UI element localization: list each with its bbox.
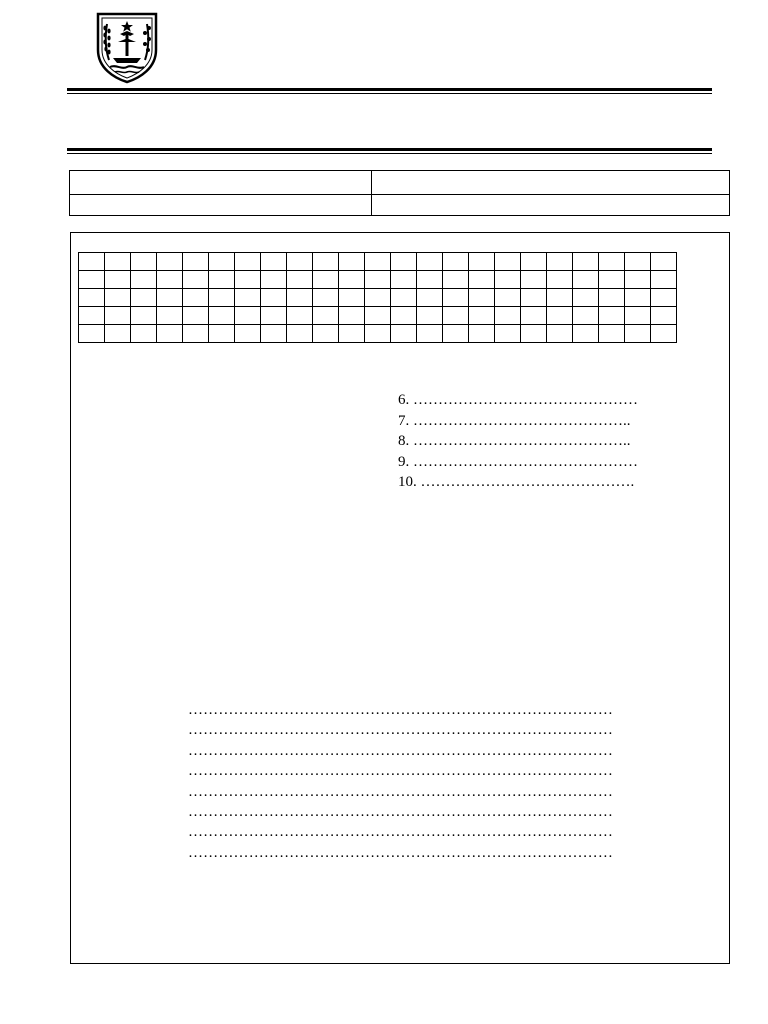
answer-grid-cell[interactable] (469, 253, 495, 271)
answer-grid-cell[interactable] (365, 253, 391, 271)
answer-grid-cell[interactable] (651, 271, 677, 289)
answer-grid-cell[interactable] (599, 307, 625, 325)
answer-grid-cell[interactable] (469, 289, 495, 307)
writing-line[interactable]: ………………………………………………………………………… (188, 722, 614, 739)
answer-grid-cell[interactable] (209, 289, 235, 307)
answer-grid-cell[interactable] (261, 307, 287, 325)
answer-grid-cell[interactable] (391, 253, 417, 271)
answer-grid-row (79, 325, 677, 343)
answer-grid-cell[interactable] (495, 307, 521, 325)
answer-grid-cell[interactable] (105, 325, 131, 343)
answer-grid-cell[interactable] (625, 253, 651, 271)
header-rule-top-thin (67, 93, 712, 94)
answer-grid-cell[interactable] (157, 289, 183, 307)
answer-grid-cell[interactable] (469, 325, 495, 343)
answer-grid-cell[interactable] (105, 307, 131, 325)
answer-grid-cell[interactable] (157, 307, 183, 325)
answer-grid-cell[interactable] (287, 253, 313, 271)
answer-grid-cell[interactable] (131, 307, 157, 325)
answer-grid-cell[interactable] (365, 289, 391, 307)
header-rule-bottom-thin (67, 153, 712, 154)
answer-grid-cell[interactable] (313, 253, 339, 271)
answer-grid-cell[interactable] (651, 289, 677, 307)
answer-grid-cell[interactable] (547, 253, 573, 271)
answer-grid-cell[interactable] (157, 325, 183, 343)
answer-grid-cell[interactable] (79, 289, 105, 307)
answer-grid-row (79, 307, 677, 325)
header-rule-top-thick (67, 88, 712, 91)
answer-grid-cell[interactable] (131, 289, 157, 307)
answer-grid-cell[interactable] (365, 325, 391, 343)
answer-grid-cell[interactable] (313, 325, 339, 343)
answer-grid-cell[interactable] (625, 307, 651, 325)
answer-grid-cell[interactable] (287, 271, 313, 289)
answer-grid-cell[interactable] (391, 325, 417, 343)
answer-grid-cell[interactable] (573, 289, 599, 307)
answer-line-10[interactable]: 10. ……………………………………. (398, 474, 635, 490)
answer-grid-cell[interactable] (391, 271, 417, 289)
answer-grid-cell[interactable] (235, 307, 261, 325)
answer-grid-cell[interactable] (443, 253, 469, 271)
answer-grid-cell[interactable] (521, 271, 547, 289)
answer-grid-cell[interactable] (495, 253, 521, 271)
answer-grid-cell[interactable] (339, 271, 365, 289)
writing-line[interactable]: ………………………………………………………………………… (188, 804, 614, 821)
answer-grid-cell[interactable] (443, 325, 469, 343)
answer-grid-cell[interactable] (183, 307, 209, 325)
answer-grid-cell[interactable] (339, 253, 365, 271)
answer-line-9[interactable]: 9. ……………………………………… (398, 453, 638, 470)
answer-grid (78, 252, 677, 343)
answer-grid-cell[interactable] (261, 325, 287, 343)
answer-grid-cell[interactable] (209, 325, 235, 343)
answer-line-6[interactable]: 6. ……………………………………… (398, 392, 638, 408)
answer-grid-cell[interactable] (339, 307, 365, 325)
answer-grid-cell[interactable] (417, 325, 443, 343)
answer-grid-cell[interactable] (625, 325, 651, 343)
answer-grid-cell[interactable] (287, 307, 313, 325)
answer-grid-cell[interactable] (599, 289, 625, 307)
writing-line[interactable]: ………………………………………………………………………… (188, 742, 614, 759)
identity-table (69, 170, 730, 216)
answer-grid-cell[interactable] (469, 307, 495, 325)
answer-grid-cell[interactable] (417, 253, 443, 271)
header-rule-bottom-thick (67, 148, 712, 151)
answer-grid-cell[interactable] (79, 307, 105, 325)
answer-grid-cell[interactable] (443, 271, 469, 289)
answer-grid-cell[interactable] (573, 253, 599, 271)
writing-line[interactable]: ………………………………………………………………………… (188, 763, 614, 780)
answer-grid-cell[interactable] (287, 289, 313, 307)
answer-grid-cell[interactable] (339, 325, 365, 343)
answer-grid-cell[interactable] (599, 325, 625, 343)
answer-grid-cell[interactable] (521, 325, 547, 343)
answer-grid-cell[interactable] (131, 325, 157, 343)
answer-grid-cell[interactable] (209, 307, 235, 325)
answer-grid-cell[interactable] (209, 253, 235, 271)
answer-grid-cell[interactable] (79, 325, 105, 343)
answer-grid-cell[interactable] (313, 307, 339, 325)
writing-line[interactable]: ………………………………………………………………………… (188, 844, 614, 861)
answer-grid-cell[interactable] (365, 307, 391, 325)
answer-grid-cell[interactable] (573, 325, 599, 343)
answer-grid-cell[interactable] (261, 289, 287, 307)
answer-grid-row (79, 253, 677, 271)
answer-grid-cell[interactable] (235, 253, 261, 271)
answer-grid-cell[interactable] (183, 253, 209, 271)
answer-grid-cell[interactable] (443, 289, 469, 307)
answer-grid-cell[interactable] (573, 307, 599, 325)
answer-grid-cell[interactable] (547, 271, 573, 289)
answer-grid-cell[interactable] (157, 271, 183, 289)
answer-grid-cell[interactable] (235, 289, 261, 307)
answer-grid-cell[interactable] (261, 271, 287, 289)
answer-grid-cell[interactable] (313, 271, 339, 289)
answer-grid-cell[interactable] (417, 289, 443, 307)
answer-grid-cell[interactable] (547, 307, 573, 325)
answer-grid-cell[interactable] (495, 271, 521, 289)
answer-grid-cell[interactable] (547, 289, 573, 307)
answer-grid-cell[interactable] (417, 307, 443, 325)
answer-grid-cell[interactable] (131, 271, 157, 289)
answer-grid-cell[interactable] (391, 289, 417, 307)
numbered-answer-list (398, 390, 638, 493)
writing-line[interactable]: ………………………………………………………………………… (188, 824, 614, 841)
answer-line-7[interactable]: 7. …………………………………….. (398, 412, 631, 429)
answer-grid-cell[interactable] (417, 271, 443, 289)
answer-grid-cell[interactable] (521, 253, 547, 271)
answer-grid-cell[interactable] (157, 253, 183, 271)
writing-line[interactable]: ………………………………………………………………………… (188, 702, 614, 718)
answer-grid-cell[interactable] (547, 325, 573, 343)
answer-grid-cell[interactable] (495, 289, 521, 307)
answer-grid-cell[interactable] (235, 271, 261, 289)
answer-grid-cell[interactable] (313, 289, 339, 307)
answer-grid-cell[interactable] (521, 307, 547, 325)
answer-grid-cell[interactable] (105, 253, 131, 271)
essay-writing-lines (188, 700, 613, 863)
answer-grid-cell[interactable] (651, 253, 677, 271)
answer-grid-cell[interactable] (625, 271, 651, 289)
answer-grid-cell[interactable] (209, 271, 235, 289)
answer-grid-cell[interactable] (105, 271, 131, 289)
answer-grid-cell[interactable] (339, 289, 365, 307)
answer-grid-cell[interactable] (599, 253, 625, 271)
answer-grid-cell[interactable] (443, 307, 469, 325)
answer-grid-cell[interactable] (573, 271, 599, 289)
identity-table-row-divider (70, 194, 729, 195)
answer-grid-cell[interactable] (391, 307, 417, 325)
answer-grid-cell[interactable] (79, 253, 105, 271)
answer-grid-cell[interactable] (183, 271, 209, 289)
answer-grid-cell[interactable] (651, 307, 677, 325)
answer-grid-cell[interactable] (235, 325, 261, 343)
answer-grid-cell[interactable] (287, 325, 313, 343)
answer-grid-row (79, 271, 677, 289)
answer-grid-cell[interactable] (625, 289, 651, 307)
answer-grid-cell[interactable] (469, 271, 495, 289)
answer-grid-cell[interactable] (105, 289, 131, 307)
answer-grid-cell[interactable] (183, 289, 209, 307)
identity-table-column-divider (371, 171, 372, 215)
coat-of-arms-icon (96, 12, 158, 84)
answer-grid-cell[interactable] (79, 271, 105, 289)
answer-grid-cell[interactable] (599, 271, 625, 289)
answer-grid-cell[interactable] (495, 325, 521, 343)
answer-grid-cell[interactable] (651, 325, 677, 343)
answer-grid-cell[interactable] (261, 253, 287, 271)
writing-line[interactable]: ………………………………………………………………………… (188, 783, 614, 800)
answer-grid-cell[interactable] (183, 325, 209, 343)
answer-grid-cell[interactable] (131, 253, 157, 271)
answer-grid-cell[interactable] (521, 289, 547, 307)
answer-line-8[interactable]: 8. …………………………………….. (398, 433, 631, 449)
answer-grid-cell[interactable] (365, 271, 391, 289)
answer-grid-row (79, 289, 677, 307)
